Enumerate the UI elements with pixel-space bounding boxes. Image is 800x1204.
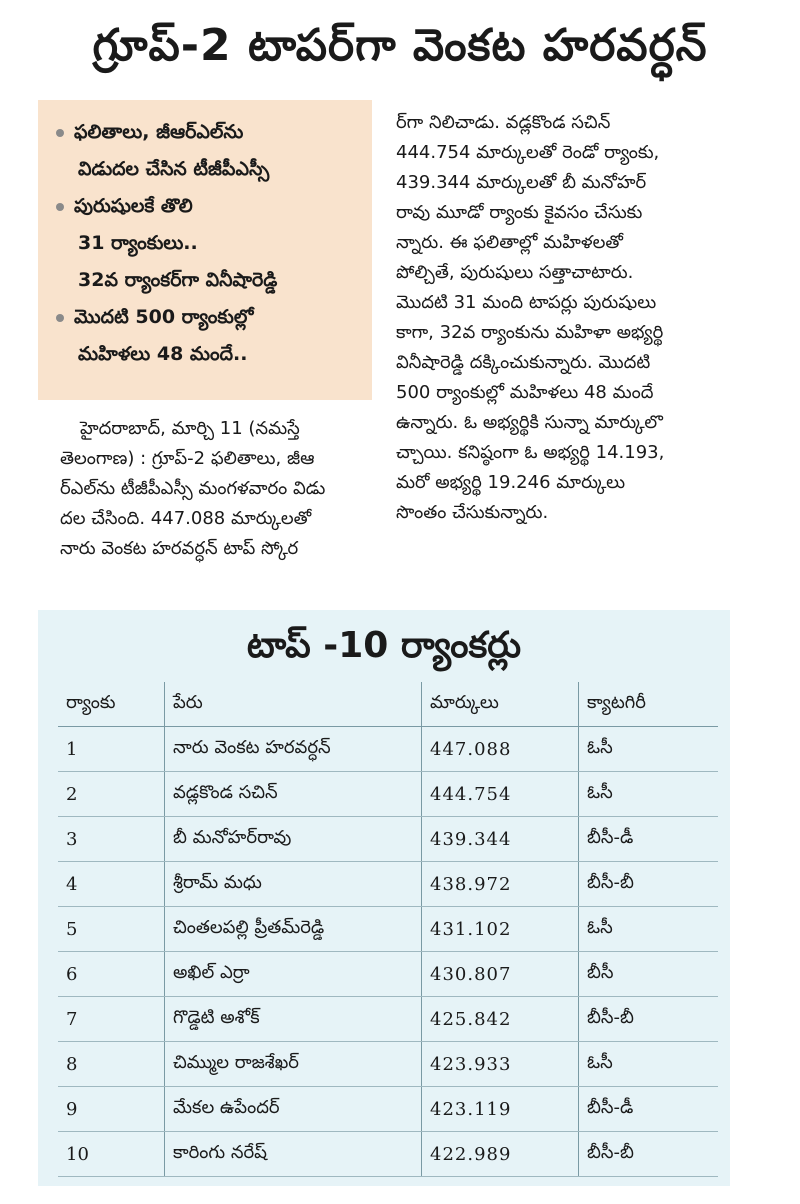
highlight-text: ఫలితాలు, జీఆర్‌ఎల్‌ను	[74, 121, 244, 143]
table-row	[58, 817, 718, 862]
cell-category: ఓసీ	[579, 772, 719, 817]
article-line: మొదటి 31 మంది టాపర్లు పురుషులు	[396, 292, 657, 313]
cell-name: చిమ్ముల రాజశేఖర్‌	[165, 1042, 422, 1087]
highlight-line	[52, 299, 362, 336]
cell-rank: 4	[58, 862, 165, 907]
article-line: 444.754 మార్కులతో రెండో ర్యాంకు,	[396, 142, 660, 163]
table-row	[58, 862, 718, 907]
cell-marks: 444.754	[422, 772, 579, 817]
article-line: దల చేసింది. 447.088 మార్కులతో	[60, 508, 312, 529]
highlight-text: మొదటి 500 ర్యాంకుల్లో	[74, 306, 254, 328]
cell-rank: 10	[58, 1132, 165, 1177]
article-line: చ్చాయి. కనిష్ఠంగా ఓ అభ్యర్థి 14.193,	[396, 442, 665, 463]
cell-category: బీసీ	[579, 952, 719, 997]
cell-rank: 9	[58, 1087, 165, 1132]
header-rank: ర్యాంకు	[58, 682, 165, 727]
article-line: న్నారు. ఈ ఫలితాల్లో మహిళలతో	[396, 232, 623, 253]
cell-rank: 5	[58, 907, 165, 952]
cell-category: బీసీ-బీ	[579, 997, 719, 1042]
highlight-line	[52, 151, 362, 188]
table-header-row	[58, 682, 718, 727]
header-category: క్యాటగిరీ	[579, 682, 719, 727]
header-name: పేరు	[165, 682, 422, 727]
cell-name: బీ మనోహర్‌రావు	[165, 817, 422, 862]
cell-rank: 2	[58, 772, 165, 817]
cell-category: ఓసీ	[579, 1042, 719, 1087]
rankers-table	[58, 682, 718, 1177]
highlight-text: పురుషులకే తొలి	[74, 195, 193, 217]
top10-table-box	[38, 610, 730, 1186]
highlight-line	[52, 225, 362, 262]
cell-rank: 1	[58, 727, 165, 772]
header-marks: మార్కులు	[422, 682, 579, 727]
cell-marks: 431.102	[422, 907, 579, 952]
highlight-text: మహిళలు 48 మందే..	[78, 343, 248, 365]
table-row	[58, 727, 718, 772]
article-line: ర్‌ఎల్‌ను టీజీపీఎస్సీ మంగళవారం విడు	[60, 478, 326, 499]
bullet-icon	[56, 203, 64, 211]
highlights-box	[38, 100, 372, 400]
bullet-icon	[56, 129, 64, 137]
cell-category: బీసీ-డీ	[579, 1087, 719, 1132]
article-line: తెలంగాణ) : గ్రూప్‌-2 ఫలితాలు, జీఆ	[60, 448, 315, 469]
cell-name: శ్రీరామ్‌ మధు	[165, 862, 422, 907]
cell-category: బీసీ-బీ	[579, 1132, 719, 1177]
table-row	[58, 1087, 718, 1132]
table-row	[58, 997, 718, 1042]
article-line: 439.344 మార్కులతో బీ మనోహర్‌	[396, 172, 647, 193]
article-line: సొంతం చేసుకున్నారు.	[396, 502, 549, 523]
cell-name: గొడ్డెటి అశోక్‌	[165, 997, 422, 1042]
article-line: కాగా, 32వ ర్యాంకును మహిళా అభ్యర్థి	[396, 322, 664, 343]
cell-name: చింతలపల్లి ప్రీతమ్‌రెడ్డి	[165, 907, 422, 952]
article-line: వినీషారెడ్డి దక్కించుకున్నారు. మొదటి	[396, 352, 651, 373]
table-row	[58, 907, 718, 952]
article-line: మరో అభ్యర్థి 19.246 మార్కులు	[396, 472, 626, 493]
cell-rank: 8	[58, 1042, 165, 1087]
cell-marks: 439.344	[422, 817, 579, 862]
article-line: ర్‌గా నిలిచాడు. వడ్లకొండ సచిన్‌	[396, 112, 611, 133]
article-line: హైదరాబాద్‌, మార్చి 11 (నమస్తే	[80, 418, 300, 439]
cell-rank: 7	[58, 997, 165, 1042]
cell-marks: 422.989	[422, 1132, 579, 1177]
highlight-line	[52, 336, 362, 373]
table-row	[58, 1042, 718, 1087]
cell-name: వడ్లకొండ సచిన్‌	[165, 772, 422, 817]
highlight-line	[52, 262, 362, 299]
cell-category: బీసీ-డీ	[579, 817, 719, 862]
highlight-text: 31 ర్యాంకులు..	[78, 232, 198, 254]
headline: గ్రూప్‌-2 టాపర్‌గా వెంకట హరవర్ధన్‌	[92, 20, 708, 71]
cell-rank: 3	[58, 817, 165, 862]
article-line: రావు మూడో ర్యాంకు కైవసం చేసుకు	[396, 202, 643, 223]
article-line: పోల్చితే, పురుషులు సత్తాచాటారు.	[396, 262, 634, 283]
table-row	[58, 1132, 718, 1177]
highlight-text: 32వ ర్యాంకర్‌గా వినీషారెడ్డి	[78, 269, 278, 291]
cell-name: కారింగు నరేష్‌	[165, 1132, 422, 1177]
cell-name: నారు వెంకట హరవర్ధన్‌	[165, 727, 422, 772]
cell-marks: 430.807	[422, 952, 579, 997]
highlight-line	[52, 114, 362, 151]
cell-marks: 425.842	[422, 997, 579, 1042]
bullet-icon	[56, 314, 64, 322]
table-row	[58, 772, 718, 817]
article-column-left	[60, 414, 370, 564]
highlight-text: విడుదల చేసిన టీజీపీఎస్సీ	[78, 158, 270, 180]
article-column-right	[396, 108, 736, 528]
cell-category: బీసీ-బీ	[579, 862, 719, 907]
cell-category: ఓసీ	[579, 727, 719, 772]
cell-marks: 423.119	[422, 1087, 579, 1132]
cell-marks: 423.933	[422, 1042, 579, 1087]
highlight-line	[52, 188, 362, 225]
article-line: ఉన్నారు. ఓ అభ్యర్థికి సున్నా మార్కులొ	[396, 412, 663, 433]
table-title: టాప్‌ -10 ర్యాంకర్లు	[246, 625, 522, 666]
cell-name: మేకల ఉపేందర్‌	[165, 1087, 422, 1132]
cell-name: అఖిల్‌ ఎర్రా	[165, 952, 422, 997]
cell-marks: 438.972	[422, 862, 579, 907]
cell-category: ఓసీ	[579, 907, 719, 952]
article-line: 500 ర్యాంకుల్లో మహిళలు 48 మందే	[396, 382, 654, 403]
cell-rank: 6	[58, 952, 165, 997]
cell-marks: 447.088	[422, 727, 579, 772]
article-line: నారు వెంకట హరవర్ధన్‌ టాప్‌ స్కోర	[60, 538, 299, 559]
table-row	[58, 952, 718, 997]
